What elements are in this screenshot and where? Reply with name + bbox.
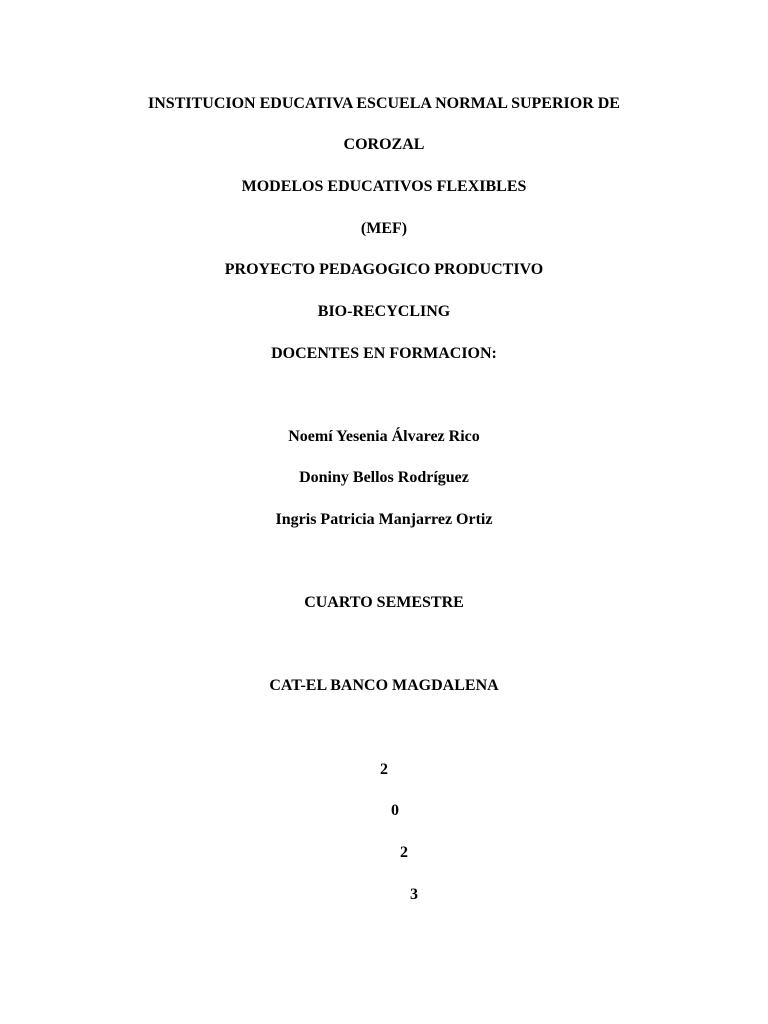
author-name: Ingris Patricia Manjarrez Ortiz [275,511,493,528]
year-digit: 2 [380,761,388,778]
program-title: MODELOS EDUCATIVOS FLEXIBLES [241,178,527,195]
program-abbreviation: (MEF) [360,220,408,237]
project-name: BIO-RECYCLING [317,303,451,320]
semester: CUARTO SEMESTRE [304,594,464,611]
year-digit: 0 [391,802,399,819]
project-type: PROYECTO PEDAGOGICO PRODUCTIVO [224,261,544,278]
author-name: Doniny Bellos Rodríguez [299,469,469,486]
authors-heading: DOCENTES EN FORMACION: [271,345,497,362]
year-digit: 3 [410,886,418,903]
institution-title-line2: COROZAL [343,136,425,153]
institution-title-line1: INSTITUCION EDUCATIVA ESCUELA NORMAL SUPERIOR DE [148,95,620,112]
year-digit: 2 [400,844,408,861]
location: CAT-EL BANCO MAGDALENA [269,677,499,694]
author-name: Noemí Yesenia Álvarez Rico [288,428,480,445]
